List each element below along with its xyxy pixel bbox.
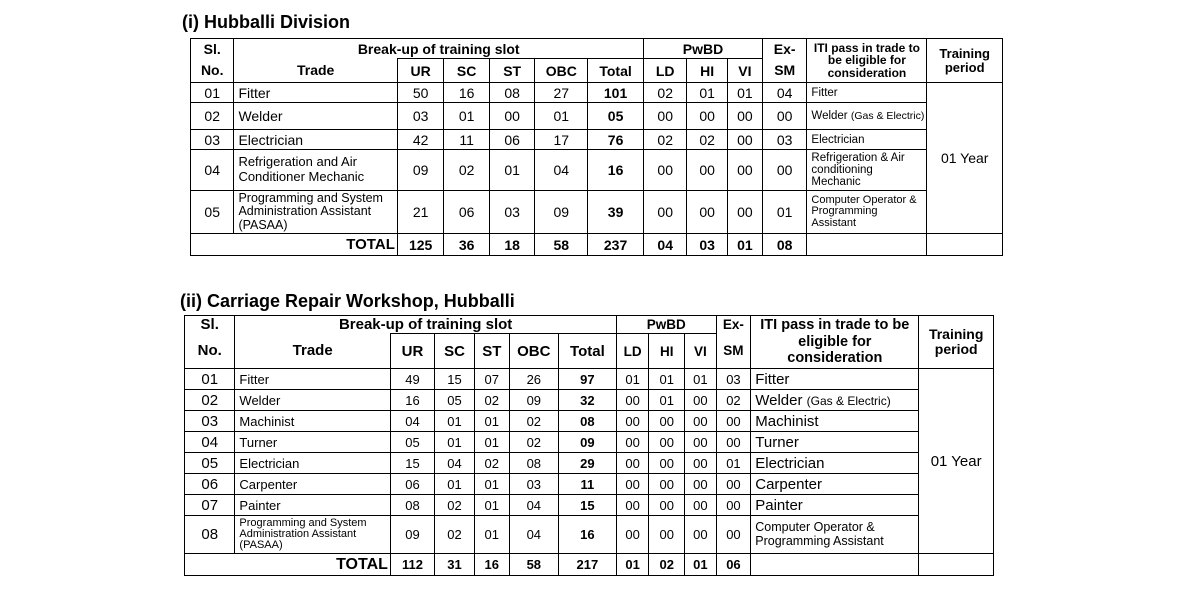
col-total-header: Total <box>588 59 644 83</box>
ld-cell: 00 <box>616 495 649 516</box>
sl-cell: 03 <box>185 411 235 432</box>
hi-cell: 00 <box>649 495 685 516</box>
obc-total: 58 <box>509 554 558 576</box>
vi-cell: 00 <box>727 103 762 130</box>
total-cell: 101 <box>588 83 644 103</box>
st-total: 16 <box>474 554 509 576</box>
trade-cell: Welder <box>235 390 390 411</box>
col-exsm-header-bottom: SM <box>716 334 751 369</box>
st-cell: 01 <box>474 411 509 432</box>
col-sl-header: Sl. <box>191 39 234 59</box>
table2-title: (ii) Carriage Repair Workshop, Hubballi <box>180 291 515 311</box>
grand-total: 237 <box>588 234 644 256</box>
vi-cell: 00 <box>685 411 717 432</box>
total-cell: 76 <box>588 130 644 150</box>
sl-cell: 04 <box>191 150 234 191</box>
st-cell: 00 <box>489 103 535 130</box>
ur-total: 125 <box>397 234 444 256</box>
exsm-cell: 04 <box>762 83 806 103</box>
col-training-header: Training period <box>927 39 1003 83</box>
hi-cell: 01 <box>649 390 685 411</box>
sc-cell: 01 <box>435 432 475 453</box>
vi-cell: 00 <box>727 150 762 191</box>
total-cell: 15 <box>558 495 616 516</box>
totals-row <box>185 554 994 576</box>
sc-cell: 06 <box>444 191 490 234</box>
totals-blank-cell <box>807 234 927 256</box>
sl-cell: 07 <box>185 495 235 516</box>
st-cell: 01 <box>489 150 535 191</box>
col-sl-header: Sl. <box>185 316 235 334</box>
sc-total: 36 <box>444 234 490 256</box>
exsm-cell: 00 <box>716 411 751 432</box>
pwbd-header: PwBD <box>616 316 716 334</box>
col-obc-header: OBC <box>535 59 588 83</box>
ld-cell: 02 <box>644 83 687 103</box>
iti-cell <box>751 390 919 411</box>
table-row <box>185 411 994 432</box>
trade-cell: Refrigeration and Air Conditioner Mechanic <box>234 150 397 191</box>
hi-cell: 00 <box>687 150 727 191</box>
ur-cell: 06 <box>390 474 434 495</box>
sc-cell: 04 <box>435 453 475 474</box>
hi-cell: 00 <box>687 103 727 130</box>
iti-cell <box>807 103 927 130</box>
total-cell: 11 <box>558 474 616 495</box>
totals-label: TOTAL <box>235 554 390 576</box>
table-row <box>191 83 1003 103</box>
iti-trade-text: Welder <box>811 109 848 122</box>
ld-cell: 00 <box>616 474 649 495</box>
sl-cell: 04 <box>185 432 235 453</box>
vi-cell: 00 <box>727 191 762 234</box>
sc-cell: 01 <box>444 103 490 130</box>
total-cell: 08 <box>558 411 616 432</box>
exsm-cell: 00 <box>762 103 806 130</box>
st-cell: 07 <box>474 369 509 390</box>
st-cell: 06 <box>489 130 535 150</box>
iti-cell: Electrician <box>751 453 919 474</box>
sl-cell: 06 <box>185 474 235 495</box>
total-cell: 97 <box>558 369 616 390</box>
ld-cell: 00 <box>644 150 687 191</box>
obc-cell: 26 <box>509 369 558 390</box>
col-hi-header: HI <box>687 59 727 83</box>
st-cell: 01 <box>474 474 509 495</box>
table-row <box>185 495 994 516</box>
iti-suffix-text: (Gas & Electric) <box>850 109 925 122</box>
ld-cell: 00 <box>616 411 649 432</box>
obc-cell: 02 <box>509 432 558 453</box>
ur-total: 112 <box>390 554 434 576</box>
exsm-cell: 00 <box>716 516 751 554</box>
sc-cell: 01 <box>435 474 475 495</box>
vi-cell: 00 <box>685 432 717 453</box>
iti-cell: Electrician <box>807 130 927 150</box>
obc-cell: 17 <box>535 130 588 150</box>
table-row <box>191 191 1003 234</box>
trade-cell: Electrician <box>234 130 397 150</box>
totals-blank-cell <box>919 554 994 576</box>
totals-blank-cell <box>927 234 1003 256</box>
col-ur-header: UR <box>397 59 444 83</box>
breakup-header: Break-up of training slot <box>234 39 644 59</box>
trade-cell: Painter <box>235 495 390 516</box>
st-cell: 08 <box>489 83 535 103</box>
obc-cell: 03 <box>509 474 558 495</box>
trade-cell: Fitter <box>234 83 397 103</box>
table-row <box>191 150 1003 191</box>
total-cell: 32 <box>558 390 616 411</box>
vi-cell: 01 <box>685 369 717 390</box>
ld-total: 01 <box>616 554 649 576</box>
totals-row <box>191 234 1003 256</box>
trade-cell: Carpenter <box>235 474 390 495</box>
hi-cell: 00 <box>649 516 685 554</box>
sl-cell: 05 <box>191 191 234 234</box>
ld-total: 04 <box>644 234 687 256</box>
vi-cell: 00 <box>685 453 717 474</box>
sl-cell: 03 <box>191 130 234 150</box>
hi-cell: 00 <box>649 411 685 432</box>
table-row <box>185 369 994 390</box>
breakup-header: Break-up of training slot <box>235 316 616 334</box>
iti-cell: Computer Operator & Programming Assistant <box>807 191 927 234</box>
col-st-header: ST <box>474 334 509 369</box>
trade-cell: Programming and System Administration Assistant (PASAA) <box>235 516 390 554</box>
ur-cell: 15 <box>390 453 434 474</box>
st-cell: 01 <box>474 495 509 516</box>
total-cell: 05 <box>588 103 644 130</box>
ld-cell: 00 <box>644 191 687 234</box>
exsm-cell: 01 <box>762 191 806 234</box>
ld-cell: 00 <box>616 516 649 554</box>
st-cell: 01 <box>474 516 509 554</box>
exsm-cell: 02 <box>716 390 751 411</box>
obc-cell: 02 <box>509 411 558 432</box>
col-st-header: ST <box>489 59 535 83</box>
obc-cell: 01 <box>535 103 588 130</box>
table-row <box>185 453 994 474</box>
sc-cell: 16 <box>444 83 490 103</box>
st-total: 18 <box>489 234 535 256</box>
exsm-cell: 00 <box>716 495 751 516</box>
col-sc-header: SC <box>444 59 490 83</box>
col-no-header: No. <box>185 334 235 369</box>
hi-cell: 00 <box>687 191 727 234</box>
col-vi-header: VI <box>727 59 762 83</box>
iti-cell: Fitter <box>807 83 927 103</box>
vi-cell: 01 <box>727 83 762 103</box>
vi-cell: 00 <box>685 390 717 411</box>
col-vi-header: VI <box>685 334 717 369</box>
table-row <box>191 103 1003 130</box>
hi-cell: 00 <box>649 432 685 453</box>
col-exsm-header-top: Ex- <box>716 316 751 334</box>
ld-cell: 00 <box>644 103 687 130</box>
vi-cell: 00 <box>685 474 717 495</box>
trade-cell: Programming and System Administration Assistant (PASAA) <box>234 191 397 234</box>
iti-cell: Turner <box>751 432 919 453</box>
obc-cell: 04 <box>509 495 558 516</box>
col-obc-header: OBC <box>509 334 558 369</box>
iti-cell: Refrigeration & Air conditioning Mechanic <box>807 150 927 191</box>
exsm-total: 08 <box>762 234 806 256</box>
ur-cell: 42 <box>397 130 444 150</box>
obc-total: 58 <box>535 234 588 256</box>
sc-total: 31 <box>435 554 475 576</box>
ur-cell: 21 <box>397 191 444 234</box>
col-hi-header: HI <box>649 334 685 369</box>
ur-cell: 09 <box>390 516 434 554</box>
hi-cell: 01 <box>649 369 685 390</box>
exsm-cell: 00 <box>716 432 751 453</box>
ur-cell: 08 <box>390 495 434 516</box>
col-exsm-header-top: Ex- <box>762 39 806 59</box>
exsm-cell: 00 <box>762 150 806 191</box>
col-total-header: Total <box>558 334 616 369</box>
ur-cell: 50 <box>397 83 444 103</box>
sc-cell: 02 <box>435 516 475 554</box>
table-row <box>185 432 994 453</box>
vi-cell: 00 <box>685 495 717 516</box>
hi-cell: 00 <box>649 453 685 474</box>
obc-cell: 27 <box>535 83 588 103</box>
exsm-total: 06 <box>716 554 751 576</box>
ur-cell: 05 <box>390 432 434 453</box>
table1-title: (i) Hubballi Division <box>182 12 351 32</box>
exsm-cell: 03 <box>716 369 751 390</box>
iti-cell: Fitter <box>751 369 919 390</box>
col-ur-header: UR <box>390 334 434 369</box>
ur-cell: 03 <box>397 103 444 130</box>
exsm-cell: 00 <box>716 474 751 495</box>
col-iti-header: ITI pass in trade to be eligible for consideration <box>751 316 919 369</box>
grand-total: 217 <box>558 554 616 576</box>
st-cell: 02 <box>474 390 509 411</box>
total-cell: 29 <box>558 453 616 474</box>
sc-cell: 05 <box>435 390 475 411</box>
st-cell: 03 <box>489 191 535 234</box>
ld-cell: 00 <box>616 390 649 411</box>
exsm-cell: 03 <box>762 130 806 150</box>
trade-cell: Machinist <box>235 411 390 432</box>
sc-cell: 01 <box>435 411 475 432</box>
totals-blank-cell <box>191 234 234 256</box>
hi-total: 02 <box>649 554 685 576</box>
totals-label: TOTAL <box>234 234 397 256</box>
col-ld-header: LD <box>644 59 687 83</box>
training-period-cell: 01 Year <box>919 369 994 554</box>
sl-cell: 02 <box>191 103 234 130</box>
hi-cell: 00 <box>649 474 685 495</box>
iti-cell: Machinist <box>751 411 919 432</box>
iti-cell: Computer Operator & Programming Assistant <box>751 516 919 554</box>
exsm-cell: 01 <box>716 453 751 474</box>
sc-cell: 11 <box>444 130 490 150</box>
hi-total: 03 <box>687 234 727 256</box>
sc-cell: 02 <box>435 495 475 516</box>
vi-cell: 00 <box>685 516 717 554</box>
vi-cell: 00 <box>727 130 762 150</box>
col-trade-header: Trade <box>234 59 397 83</box>
carriage-repair-workshop-table <box>184 315 994 576</box>
pwbd-header: PwBD <box>644 39 763 59</box>
col-sc-header: SC <box>435 334 475 369</box>
sl-cell: 02 <box>185 390 235 411</box>
ur-cell: 49 <box>390 369 434 390</box>
obc-cell: 04 <box>535 150 588 191</box>
ur-cell: 04 <box>390 411 434 432</box>
sc-cell: 02 <box>444 150 490 191</box>
col-iti-header: ITI pass in trade to be eligible for consideration <box>807 39 927 83</box>
total-cell: 16 <box>558 516 616 554</box>
col-exsm-header-bottom: SM <box>762 59 806 83</box>
trade-cell: Electrician <box>235 453 390 474</box>
trade-cell: Welder <box>234 103 397 130</box>
ld-cell: 00 <box>616 432 649 453</box>
table-row <box>185 390 994 411</box>
sl-cell: 05 <box>185 453 235 474</box>
iti-cell: Carpenter <box>751 474 919 495</box>
sl-cell: 01 <box>191 83 234 103</box>
totals-blank-cell <box>751 554 919 576</box>
trade-cell: Fitter <box>235 369 390 390</box>
table-row <box>191 130 1003 150</box>
iti-suffix-text: (Gas & Electric) <box>806 393 891 408</box>
col-no-header: No. <box>191 59 234 83</box>
obc-cell: 09 <box>509 390 558 411</box>
ur-cell: 09 <box>397 150 444 191</box>
col-training-header: Training period <box>919 316 994 369</box>
ld-cell: 00 <box>616 453 649 474</box>
totals-blank-cell <box>185 554 235 576</box>
vi-total: 01 <box>685 554 717 576</box>
iti-cell: Painter <box>751 495 919 516</box>
sl-cell: 08 <box>185 516 235 554</box>
ur-cell: 16 <box>390 390 434 411</box>
st-cell: 01 <box>474 432 509 453</box>
hi-cell: 01 <box>687 83 727 103</box>
col-trade-header: Trade <box>235 334 390 369</box>
st-cell: 02 <box>474 453 509 474</box>
sc-cell: 15 <box>435 369 475 390</box>
hubballi-division-table <box>190 38 1003 256</box>
training-period-cell: 01 Year <box>927 83 1003 234</box>
ld-cell: 02 <box>644 130 687 150</box>
obc-cell: 04 <box>509 516 558 554</box>
vi-total: 01 <box>727 234 762 256</box>
sl-cell: 01 <box>185 369 235 390</box>
table-row <box>185 516 994 554</box>
col-ld-header: LD <box>616 334 649 369</box>
table-row <box>185 474 994 495</box>
obc-cell: 08 <box>509 453 558 474</box>
trade-cell: Turner <box>235 432 390 453</box>
total-cell: 16 <box>588 150 644 191</box>
total-cell: 39 <box>588 191 644 234</box>
obc-cell: 09 <box>535 191 588 234</box>
iti-trade-text: Welder <box>755 391 803 409</box>
ld-cell: 01 <box>616 369 649 390</box>
hi-cell: 02 <box>687 130 727 150</box>
total-cell: 09 <box>558 432 616 453</box>
